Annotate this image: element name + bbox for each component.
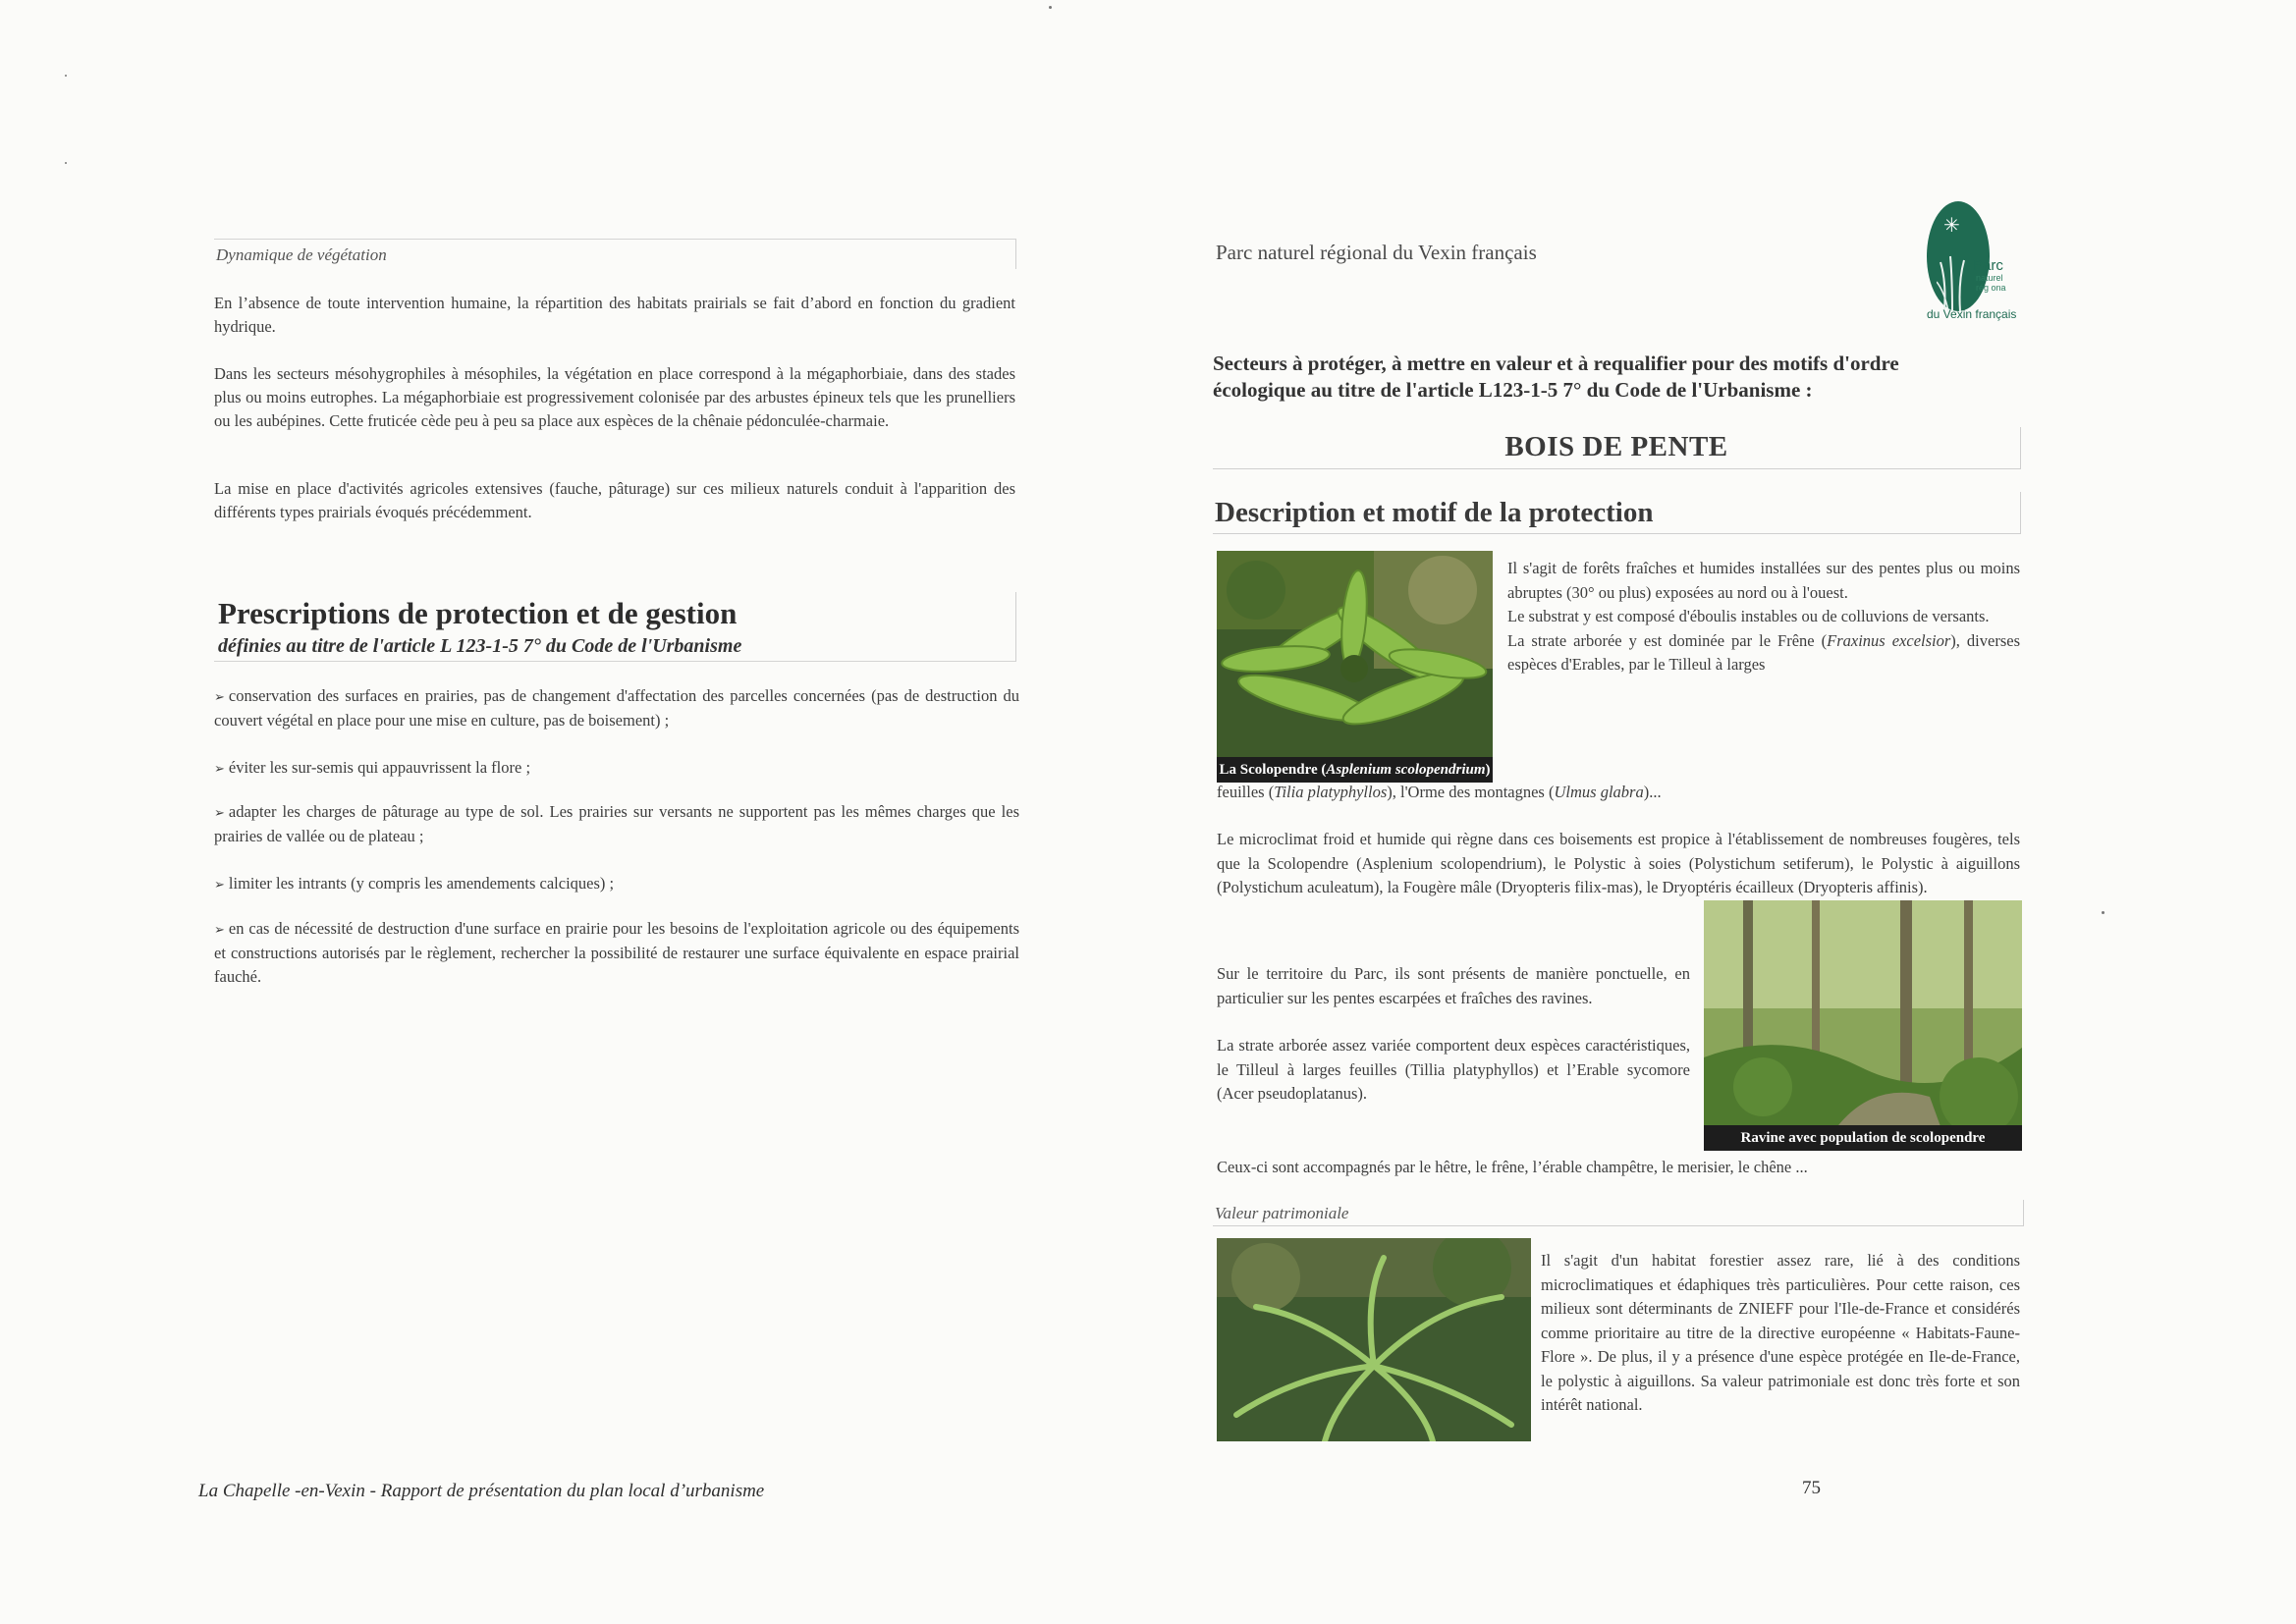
bois-title: BOIS DE PENTE xyxy=(1504,431,1728,462)
bullet-arrow-icon: ➢ xyxy=(214,805,225,820)
prescriptions-title: Prescriptions de protection et de gestion xyxy=(218,596,738,630)
logo-small-text: naturel rég ona xyxy=(1976,273,2006,293)
list-item: ➢ conservation des surfaces en prairies, pas de changement d'affectation des parcelles concernées (pas de destruction du couvert végétal en place pour une mise en culture, pas de boisement) ; xyxy=(214,686,1019,730)
description-text-5: La strate arborée assez variée comportent deux espèces caractéristiques, le Tilleul à larges feuilles (Tillia platyphyllos) et l’Erable sycomore (Acer pseudoplatanus). xyxy=(1217,1036,1690,1103)
paragraph-megaphorbiaie: Dans les secteurs mésohygrophiles à mésophiles, la végétation en place correspond à la mégaphorbiaie, dans des stades plus ou moins eutrophes. La mégaphorbiaie est progressivement colonisée par des arbustes épineux tels que les prunelliers ou les aubépines. Cette fruticée cède peu à peu sa place aux espèces de la chênaie pédonculée-charmaie. xyxy=(214,364,1015,430)
ravine-photo xyxy=(1704,900,2022,1151)
star-icon: ✳ xyxy=(1943,215,1960,237)
heritage-header xyxy=(1213,1200,2024,1226)
description-header xyxy=(1213,492,2021,534)
park-header: Parc naturel régional du Vexin français xyxy=(1216,241,1537,264)
heritage-text: Il s'agit d'un habitat forestier assez rare, lié à des conditions microclimatiques et édaphiques très particulières. Pour cette raison, ces milieux sont déterminants de ZNIEFF pour l'Ile-de-France et considérés comme prioritaire au titre de la directive européenne « Habitats-Faune-Flore ». De plus, il y a présence d'une espèce protégée en Ile-de-France, le polystic à aiguillons. Sa valeur patrimoniale est donc très forte et son intérêt national. xyxy=(1541,1251,2020,1414)
ravine-caption: Ravine avec population de scolopendre xyxy=(1704,1125,2022,1151)
heritage-title: Valeur patrimoniale xyxy=(1215,1204,1349,1222)
bois-header xyxy=(1213,427,2021,469)
bullet-arrow-icon: ➢ xyxy=(214,689,225,704)
prescriptions-header xyxy=(214,592,1016,662)
description-text-1: Il s'agit de forêts fraîches et humides installées sur des pentes plus ou moins abruptes (30° ou plus) exposées au nord ou à l'ouest. Le substrat y est composé d'éboulis instables ou de colluvions de versants. La strate arborée y est dominée par le Frêne (Fraxinus excelsior), diverses espèces d'Erables, par le Tilleul à larges xyxy=(1507,559,2020,674)
page-number: 75 xyxy=(1802,1478,1821,1498)
grass-icon xyxy=(1937,252,1976,311)
list-item: ➢ en cas de nécessité de destruction d'une surface en prairie pour les besoins de l'exploitation agricole ou des équipements et constructions autorisés par le règlement, rechercher la possibilité de restaurer une surface équivalente en espace prairial fauché. xyxy=(214,919,1019,986)
bullet-arrow-icon: ➢ xyxy=(214,877,225,892)
list-item: ➢ éviter les sur-semis qui appauvrissent la flore ; xyxy=(214,758,531,777)
list-item: ➢ adapter les charges de pâturage au type de sol. Les prairies sur versants ne supportent pas les mêmes charges que les prairies de vallée ou de plateau ; xyxy=(214,802,1019,845)
paragraph-hydric: En l’absence de toute intervention humaine, la répartition des habitats prairials se fait d’abord en fonction du gradient hydrique. xyxy=(214,294,1015,336)
page-footer: La Chapelle -en-Vexin - Rapport de présentation du plan local d’urbanisme xyxy=(198,1481,765,1501)
list-item: ➢ limiter les intrants (y compris les amendements calciques) ; xyxy=(214,874,615,893)
logo-emblem xyxy=(1927,201,1990,311)
prescriptions-subtitle: définies au titre de l'article L 123-1-5 7° du Code de l'Urbanisme xyxy=(218,635,742,657)
fern-photo xyxy=(1217,1238,1531,1441)
bullet-arrow-icon: ➢ xyxy=(214,761,225,776)
vegetation-title: Dynamique de végétation xyxy=(216,245,387,264)
sectors-heading: Secteurs à protéger, à mettre en valeur et à requalifier pour des motifs d'ordre écologique au titre de l'article L123-1-5 7° du Code de l'Urbanisme : xyxy=(1213,352,1899,402)
bullet-arrow-icon: ➢ xyxy=(214,922,225,937)
description-text-2: feuilles (Tilia platyphyllos), l'Orme des montagnes (Ulmus glabra)... xyxy=(1217,783,1662,801)
logo-vexin-text: du Vexin français xyxy=(1927,307,2017,321)
vegetation-section-header xyxy=(214,239,1016,269)
park-logo xyxy=(1927,196,2025,334)
paragraph-agricultural: La mise en place d'activités agricoles extensives (fauche, pâturage) sur ces milieux naturels conduit à l'apparition des différents types prairials évoqués précédemment. xyxy=(214,479,1015,521)
right-page xyxy=(1148,0,2296,1624)
scolopendre-photo xyxy=(1217,551,1493,783)
scolopendre-caption: La Scolopendre (Asplenium scolopendrium) xyxy=(1217,757,1493,783)
logo-parc-text: Parc xyxy=(1973,257,2003,274)
description-title: Description et motif de la protection xyxy=(1215,497,1654,528)
description-text-3: Le microclimat froid et humide qui règne dans ces boisements est propice à l'établissement de nombreuses fougères, tels que la Scolopendre (Asplenium scolopendrium), le Polystic à soies (Polystichum setiferum), le Polystic à aiguillons (Polystichum aculeatum), la Fougère mâle (Dryopteris filix-mas), le Dryoptéris écailleux (Dryopteris affinis). xyxy=(1217,830,2020,896)
description-text-4: Sur le territoire du Parc, ils sont présents de manière ponctuelle, en particulier sur les pentes escarpées et fraîches des ravines. xyxy=(1217,964,1690,1007)
description-text-6: Ceux-ci sont accompagnés par le hêtre, le frêne, l’érable champêtre, le merisier, le chêne ... xyxy=(1217,1158,1808,1176)
